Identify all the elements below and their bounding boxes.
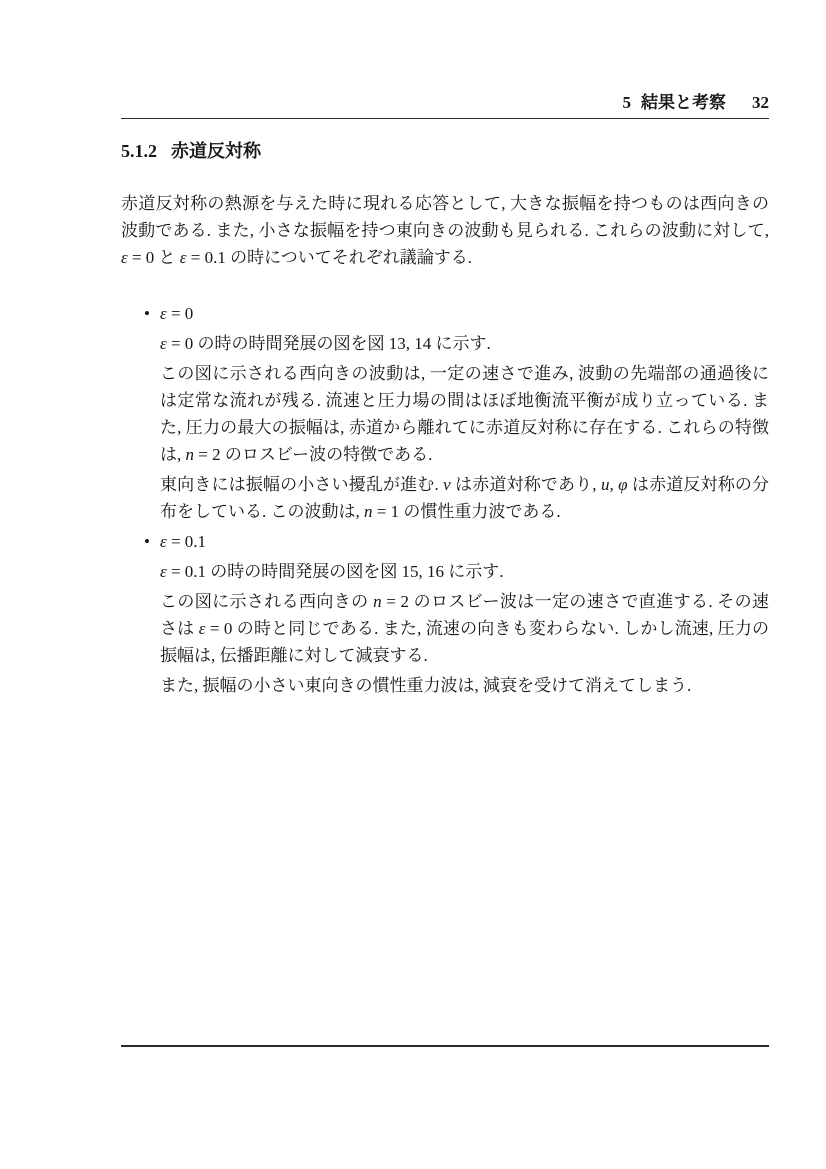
header-section-title: 結果と考察: [641, 93, 726, 112]
section-heading-title: 赤道反対称: [171, 141, 261, 161]
text-segment: この図に示される西向きの: [160, 592, 374, 611]
math-segment: n: [373, 592, 382, 611]
list-item: [121, 300, 769, 525]
bullet-icon: •: [144, 304, 150, 323]
bullet-icon: •: [144, 532, 150, 551]
text-segment: は赤道対称であり,: [450, 475, 601, 494]
item-paragraph: [160, 330, 769, 357]
text-segment: は赤道反対称の分布をしている. この波動は,: [160, 475, 770, 521]
item-paragraph: [160, 588, 769, 669]
body-text: [121, 190, 769, 699]
math-segment: ε: [160, 334, 167, 353]
item-label: [160, 528, 769, 555]
math-segment: = 0: [166, 334, 194, 353]
math-segment: ε: [160, 562, 167, 581]
text-segment: の時の時間発展の図を図 13, 14 に示す.: [193, 334, 491, 353]
bullet-list: [121, 300, 769, 699]
text-segment: の時についてそれぞれ議論する.: [225, 248, 473, 267]
item-paragraph: [160, 558, 769, 585]
math-segment: = 2: [381, 592, 409, 611]
text-segment: この図に示される西向きの波動は, 一定の速さで進み, 波動の先端部の通過後には定常な流れが残る. 流速と圧力場の間はほぼ地衡流平衡が成り立っている. また, 圧力の最大の振幅は, 赤道から離れてに赤道反対称に存在する. これらの特徴は,: [160, 364, 769, 464]
text-segment: 赤道反対称の熱源を与えた時に現れる応答として, 大きな振幅を持つものは西向きの波動である. また, 小さな振幅を持つ東向きの波動も見られる. これらの波動に対して,: [121, 194, 769, 240]
math-segment: v: [443, 475, 451, 494]
math-segment: u: [600, 475, 610, 494]
text-segment: のロスビー波は一定の速さで直進する. その速さは: [160, 592, 769, 638]
footer-rule: [121, 1045, 769, 1047]
text-segment: の慣性重力波である.: [399, 502, 561, 521]
text-segment: また, 振幅の小さい東向きの慣性重力波は, 減衰を受けて消えてしまう.: [160, 676, 692, 695]
header-section-number: 5: [622, 93, 631, 112]
math-segment: ε: [160, 532, 167, 551]
text-segment: のロスビー波の特徴である.: [220, 445, 433, 464]
section-heading: [121, 138, 261, 165]
item-paragraph: [160, 672, 769, 699]
math-segment: = 0: [205, 619, 233, 638]
section-heading-number: 5.1.2: [121, 141, 157, 161]
math-segment: = 2: [194, 445, 221, 464]
math-segment: ε: [179, 248, 187, 267]
list-item: [121, 528, 769, 699]
page-header: [121, 90, 769, 119]
math-segment: ε: [198, 619, 206, 638]
math-segment: = 0: [166, 304, 194, 323]
item-paragraph: [160, 360, 769, 468]
header-page-number: 32: [752, 93, 769, 112]
text-segment: と: [154, 248, 180, 267]
text-segment: 東向きには振幅の小さい擾乱が進む.: [160, 475, 444, 494]
math-segment: = 0.1: [166, 532, 207, 551]
text-segment: の時と同じである. また, 流速の向きも変わらない. しかし流速, 圧力の振幅は, 伝播距離に対して減衰する.: [160, 619, 770, 665]
text-segment: の時の時間発展の図を図 15, 16 に示す.: [206, 562, 504, 581]
item-label: [160, 300, 769, 327]
item-paragraph: [160, 471, 769, 525]
math-segment: = 1: [372, 502, 400, 521]
intro-paragraph: [121, 190, 769, 271]
math-segment: ε: [121, 248, 128, 267]
math-segment: ε: [160, 304, 167, 323]
math-segment: = 0.1: [166, 562, 207, 581]
math-segment: n: [185, 445, 194, 464]
math-segment: = 0.1: [186, 248, 226, 267]
math-segment: n: [364, 502, 373, 521]
math-segment: φ: [618, 475, 628, 494]
math-segment: = 0: [127, 248, 155, 267]
math-segment: ,: [609, 475, 619, 494]
